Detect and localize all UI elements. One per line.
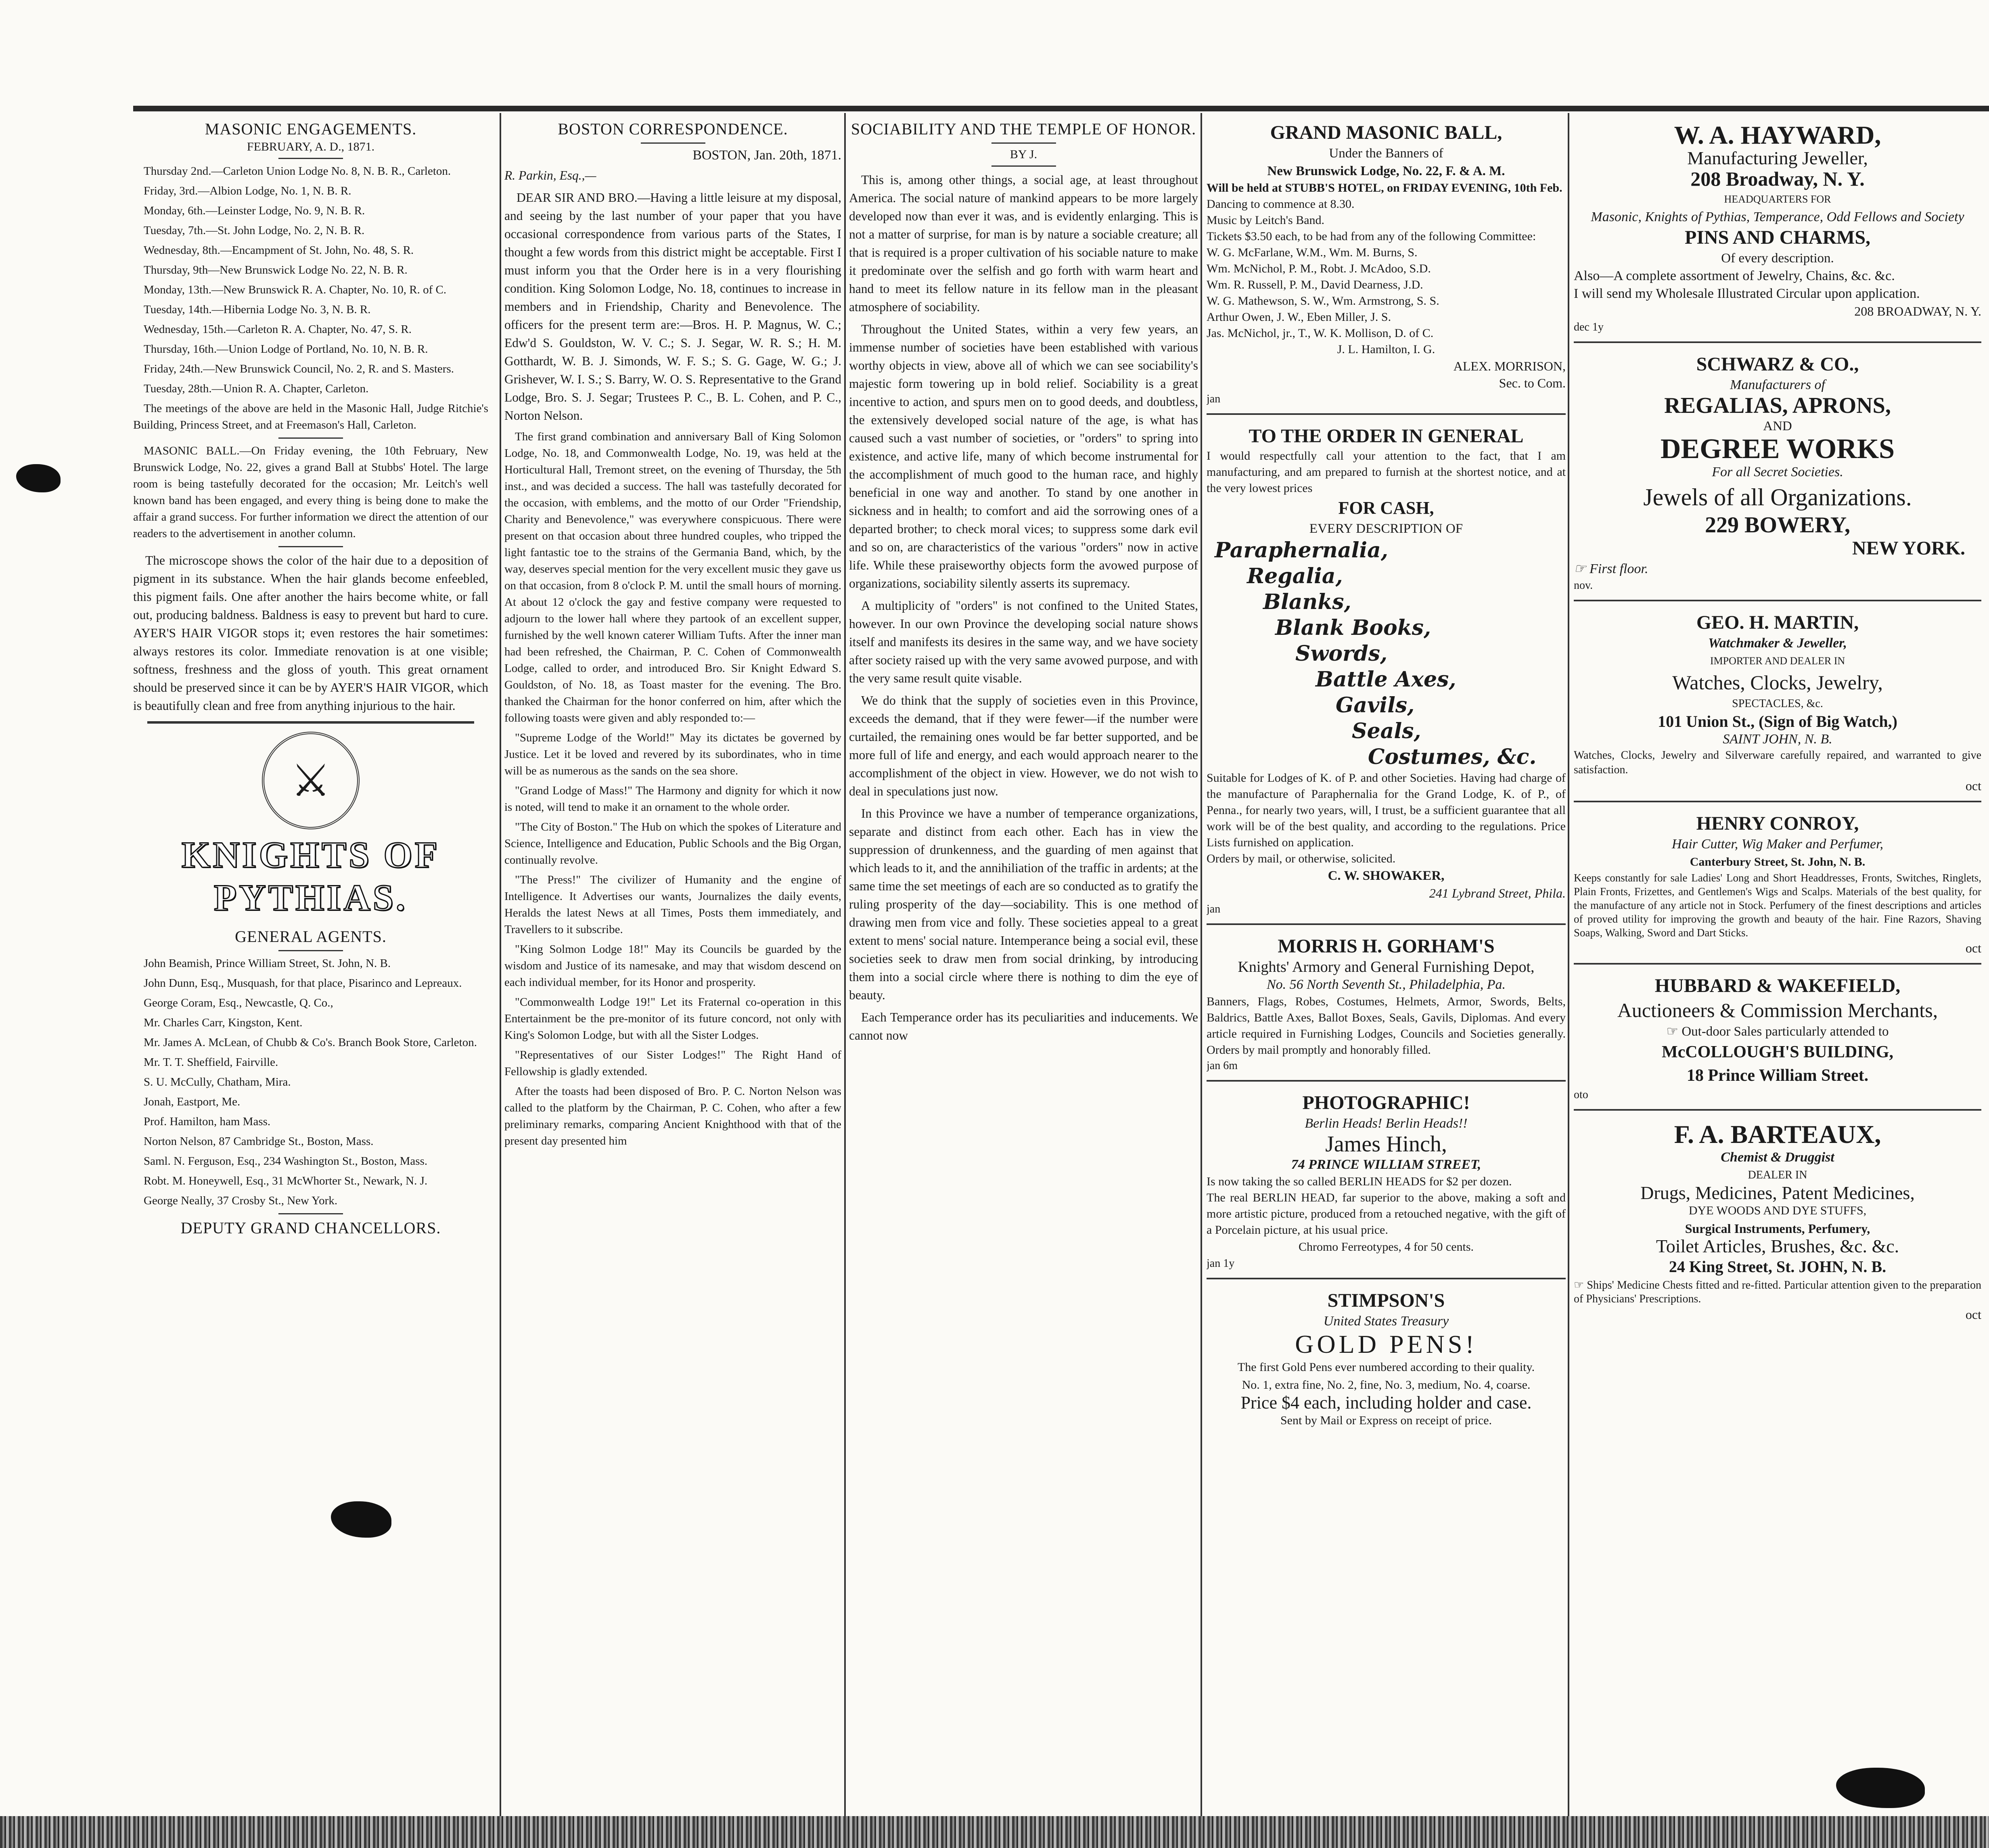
ad-schwarz xyxy=(1574,349,1981,601)
order-item: Gavils, xyxy=(1336,693,1415,718)
ad-code: oct xyxy=(1965,941,1981,955)
schwarz-name: SCHWARZ & CO., xyxy=(1696,354,1859,375)
ad-grand-masonic-ball xyxy=(1207,117,1566,415)
column-sociability xyxy=(849,117,1198,1812)
ad-code: jan 6m xyxy=(1207,1059,1238,1072)
ad-hayward xyxy=(1574,117,1981,343)
meetings-note: The meetings of the above are held in the Masonic Hall, Judge Ritchie's Building, Princess Street, and at Freemason's Hall, Carleton. xyxy=(133,402,488,431)
engagement-item: Friday, 3rd.—Albion Lodge, No. 1, N. B. R. xyxy=(144,184,351,197)
masonic-ball-notice: MASONIC BALL.—On Friday evening, the 10th February, New Brunswick Lodge, No. 22, gives a grand Ball at Stubbs' Hotel. The large room is being tastefully decorated for the occasion; Mr. Leitch's well known band has been engaged, and every thing is being done to make the affair a grand success. For further information we direct the attention of our readers to the advertisement in another column. xyxy=(133,444,488,540)
agent-item: Mr. James A. McLean, of Chubb & Co's. Branch Book Store, Carleton. xyxy=(144,1036,477,1049)
separator xyxy=(641,142,705,144)
barteaux-trade: Chemist & Druggist xyxy=(1721,1150,1834,1165)
schwarz-sub: Manufacturers of xyxy=(1730,377,1825,392)
sociability-paragraph: Throughout the United States, within a very few years, an immense number of societies have been established with various worthy objects in view, above all of which we can see sociability's majestic form towering up in bold relief. Sociability is a great incentive to action, and spurs men on to good deeds, and doubtless, the extensively developed social nature of the age, is what has caused such a vast number of societies, or "orders" to spring into existence, and active life, many of which become instrumental for the accomplishment of much good to the human race, and highly beneficial in one way and another. To stand by one another in sickness and in health; to comfort and aid the sorrowing ones of a departed brother; to check moral vices; to suppress some dark evil and so on, are characteristics of the various "orders" now in active life. While these praiseworthy objects form the avowed purpose of organizations, sociability silently asserts its supremacy. xyxy=(849,322,1198,590)
martin-name: GEO. H. MARTIN, xyxy=(1696,612,1859,633)
boston-paragraph: "The City of Boston." The Hub on which the spokes of Literature and Science, Intelligence and Education, Public Schools and the Big Organ, continually revolve. xyxy=(504,820,841,866)
conroy-name: HENRY CONROY, xyxy=(1696,813,1859,834)
column-rule xyxy=(1201,113,1202,1816)
separator xyxy=(278,546,343,547)
boston-paragraph: "The Press!" The civilizer of Humanity and the engine of Intelligence. It Advertises our wants, Journalizes the daily events, Heralds the latest News at all Times, Posts them immediately, and Travellers to it subscribe. xyxy=(504,873,841,936)
ad-conroy xyxy=(1574,808,1981,965)
martin-city: SAINT JOHN, N. B. xyxy=(1723,732,1832,747)
hayward-desc: Of every description. xyxy=(1721,251,1834,266)
schwarz-jewels: Jewels of all Organizations. xyxy=(1643,484,1912,511)
boston-salutation: R. Parkin, Esq.,— xyxy=(504,168,596,182)
order-item: Swords, xyxy=(1295,641,1388,666)
committee-member: W. G. McFarlane, W.M., Wm. M. Burns, S. xyxy=(1207,246,1418,259)
ball-line: Will be held at STUBB'S HOTEL, on FRIDAY EVENING, 10th Feb. xyxy=(1207,181,1562,195)
agent-item: Jonah, Eastport, Me. xyxy=(144,1095,241,1108)
order-orders: Orders by mail, or otherwise, solicited. xyxy=(1207,852,1396,865)
order-items xyxy=(1207,538,1566,770)
knights-of-pythias-title: KNIGHTS OF PYTHIAS. xyxy=(181,834,440,918)
schwarz-and: AND xyxy=(1763,419,1792,433)
order-name: C. W. SHOWAKER, xyxy=(1328,869,1445,883)
hayward-address: 208 Broadway, N. Y. xyxy=(1690,167,1865,190)
photo-address: 74 PRINCE WILLIAM STREET, xyxy=(1291,1157,1481,1172)
ad-code: oct xyxy=(1965,1307,1981,1322)
schwarz-city: NEW YORK. xyxy=(1852,538,1965,559)
pens-big: GOLD PENS! xyxy=(1295,1330,1477,1358)
general-agents-title: GENERAL AGENTS. xyxy=(235,927,387,946)
martin-trade: Watchmaker & Jeweller, xyxy=(1708,636,1847,651)
martin-importer: IMPORTER AND DEALER IN xyxy=(1710,655,1845,667)
order-body: Suitable for Lodges of K. of P. and other Societies. Having had charge of the manufacture of Paraphernalia for the Grand Lodge, K. of P., of Penna., for nearly two years, will, I trust, be a sufficient guarantee that all work will be of the best quality, and according to the regulations. Price Lists furnished on application. xyxy=(1207,771,1566,849)
separator xyxy=(278,1213,343,1214)
engagement-item: Monday, 13th.—New Brunswick R. A. Chapter, No. 10, R. of C. xyxy=(144,283,447,296)
hayward-send: I will send my Wholesale Illustrated Circular upon application. xyxy=(1574,286,1920,301)
hubbard-out: ☞ Out-door Sales particularly attended to xyxy=(1666,1024,1889,1039)
order-item: Costumes, &c. xyxy=(1368,745,1537,769)
martin-goods: Watches, Clocks, Jewelry, xyxy=(1672,671,1883,694)
hubbard-address: 18 Prince William Street. xyxy=(1686,1066,1869,1085)
engagement-item: Tuesday, 7th.—St. John Lodge, No. 2, N. B. R. xyxy=(144,224,365,237)
agent-item: S. U. McCully, Chatham, Mira. xyxy=(144,1076,291,1088)
boston-paragraph: DEAR SIR AND BRO.—Having a little leisure at my disposal, and seeing by the last number of your paper that you have occasional correspondence from various parts of the States, I thought a few words from this district might be acceptable. First I must inform you that the Order here is in a very flourishing condition. King Solomon Lodge, No. 18, continues to increase in members and in Friendship, Charity and Benevolence. The officers for the present term are:—Bros. H. P. Magnus, W. C.; Edw'd S. Gouldston, W. V. C.; S. J. Segar, W. R. S.; H. M. Gotthardt, W. B. J. Simonds, W. F. S.; S. G. Gage, W. G.; J. Grishever, W. I. S.; S. Barry, W. O. S. Representative to the Grand Lodge, Bro. S. J. Segar; Trustees P. C., B. L. Cohen, and P. C., Norton Nelson. xyxy=(504,190,841,423)
column-masonic xyxy=(133,117,488,1812)
engagement-item: Thursday, 9th—New Brunswick Lodge No. 22, N. B. R. xyxy=(144,264,408,276)
boston-correspondence-title: BOSTON CORRESPONDENCE. xyxy=(558,120,788,138)
hayward-address2: 208 BROADWAY, N. Y. xyxy=(1854,304,1981,318)
agent-item: Mr. Charles Carr, Kingston, Kent. xyxy=(144,1016,303,1029)
ad-code: nov. xyxy=(1574,579,1593,592)
agents-list xyxy=(133,955,488,1209)
hubbard-trade: Auctioneers & Commission Merchants, xyxy=(1617,999,1938,1021)
conroy-body: Keeps constantly for sale Ladies' Long and Short Headdresses, Fronts, Switches, Ringlets, Plain Fronts, Frizettes, and Gentlemen's Wigs and Scalps. Materials of the best quality, for the manufacture of any article not in Stock. Perfumery of the finest descriptions and articles of proved utility for improving the growth and beauty of the hair. Fine Razors, Shaving Soaps, Walking, Sword and Dart Sticks. xyxy=(1574,872,1981,939)
sociability-paragraph: A multiplicity of "orders" is not confined to the United States, however. In our own Province the developing social nature shows itself and manifests its desires in the same way, and we have society after society raised up with the very same avowed purpose, and with the very same result quite visable. xyxy=(849,599,1198,685)
barteaux-line: Drugs, Medicines, Patent Medicines, xyxy=(1640,1182,1915,1203)
committee-member: Arthur Owen, J. W., Eben Miller, J. S. xyxy=(1207,310,1391,324)
engagements-date: FEBRUARY, A. D., 1871. xyxy=(247,140,375,153)
pens-sent: Sent by Mail or Express on receipt of price. xyxy=(1280,1414,1492,1427)
ad-photographic xyxy=(1207,1087,1566,1279)
committee-member: W. G. Mathewson, S. W., Wm. Armstrong, S. S. xyxy=(1207,294,1439,308)
separator xyxy=(991,165,1056,167)
hayward-hq: HEADQUARTERS FOR xyxy=(1724,193,1831,205)
barteaux-dealer: DEALER IN xyxy=(1748,1169,1807,1181)
martin-body: Watches, Clocks, Jewelry and Silverware carefully repaired, and warranted to give satisfaction. xyxy=(1574,749,1981,776)
agent-item: George Neally, 37 Crosby St., New York. xyxy=(144,1194,338,1207)
ad-gold-pens xyxy=(1207,1285,1566,1436)
photo-name: James Hinch, xyxy=(1325,1132,1447,1157)
ball-line: New Brunswick Lodge, No. 22, F. & A. M. xyxy=(1267,164,1505,178)
knights-emblem-icon: ⚔ xyxy=(262,732,360,829)
gorham-title: MORRIS H. GORHAM'S xyxy=(1278,936,1495,957)
column-rule xyxy=(844,113,846,1816)
hayward-name: W. A. HAYWARD, xyxy=(1674,121,1881,149)
engagement-item: Tuesday, 14th.—Hibernia Lodge No. 3, N. B. R. xyxy=(144,303,371,316)
order-item: Regalia, xyxy=(1247,564,1343,588)
boston-paragraph: "Commonwealth Lodge 19!" Let its Fraternal co-operation in this Entertainment be the pre-monitor of its future concord, not only with King's Solomon Lodge, but with all the Sister Lodges. xyxy=(504,996,841,1042)
engagement-item: Thursday, 16th.—Union Lodge of Portland, No. 10, N. B. R. xyxy=(144,343,428,356)
ball-signature: ALEX. MORRISON, xyxy=(1453,359,1566,373)
agent-item: Saml. N. Ferguson, Esq., 234 Washington St., Boston, Mass. xyxy=(144,1155,428,1168)
ad-code: oto xyxy=(1574,1088,1588,1101)
engagement-item: Thursday 2nd.—Carleton Union Lodge No. 8, N. B. R., Carleton. xyxy=(144,165,451,178)
conroy-trade: Hair Cutter, Wig Maker and Perfumer, xyxy=(1671,837,1884,852)
order-intro: I would respectfully call your attention to the fact, that I am manufacturing, and am prepared to furnish at the shortest notice, and at the very lowest prices xyxy=(1207,449,1566,495)
committee-member: J. L. Hamilton, I. G. xyxy=(1337,343,1435,356)
separator xyxy=(147,721,474,724)
ball-line: Tickets $3.50 each, to be had from any of the following Committee: xyxy=(1207,230,1536,243)
committee-member: Jas. McNichol, jr., T., W. K. Mollison, D. of C. xyxy=(1207,326,1434,340)
ad-code: oct xyxy=(1965,779,1981,793)
pens-line: No. 1, extra fine, No. 2, fine, No. 3, medium, No. 4, coarse. xyxy=(1242,1378,1531,1392)
ball-line: Dancing to commence at 8.30. xyxy=(1207,197,1355,211)
column-rule xyxy=(1568,113,1569,1816)
pens-line: The first Gold Pens ever numbered according to their quality. xyxy=(1237,1360,1535,1374)
ball-line: Under the Banners of xyxy=(1329,146,1443,161)
boston-paragraph: After the toasts had been disposed of Bro. P. C. Norton Nelson was called to the platform by the Chairman, P. C. Cohen, who after a few preliminary remarks, comparing Ancient Knighthood with that of the present day presented him xyxy=(504,1085,841,1147)
masonic-engagements-title: MASONIC ENGAGEMENTS. xyxy=(205,120,417,138)
photo-sub: Berlin Heads! Berlin Heads!! xyxy=(1305,1116,1468,1131)
agent-item: Mr. T. T. Sheffield, Fairville. xyxy=(144,1056,278,1069)
ad-code: jan xyxy=(1207,393,1221,405)
ad-order-in-general xyxy=(1207,421,1566,925)
boston-paragraph: The first grand combination and anniversary Ball of King Solomon Lodge, No. 18, and Commonwealth Lodge, No. 19, was held at the Horticultural Hall, Tremont street, on the evening of Thursday, the 5th inst., and was decided a success. The hall was tastefully decorated for the occasion, with emblems, and the motto of our Order "Friendship, Charity and Benevolence," was everywhere conspicuous. There were present on that occasion about three hundred couples, who tripped the light fantastic toe to the strains of the Germania Band, which, by the way, deserves special mention for the very excellent music they gave us on that occasion, from 8 o'clock P. M. until the small hours of morning. At about 12 o'clock the gay and festive company were requested to adjourn to the lower hall where they partook of an excellent supper, furnished by the well known caterer William Tufts. After the inner man had been refreshed, the Chairman, P. C. Cohen of Commonwealth Lodge, called to order, and introduced Bro. Sir Knight Edward S. Gouldston, of No. 18, as Toast master for the evening. The Bro. thanked the Chairman for the honor conferred on him, after which the following toasts were given and ably responded to:— xyxy=(504,430,841,724)
deputy-grand-chancellors-title: DEPUTY GRAND CHANCELLORS. xyxy=(180,1219,441,1237)
sociability-paragraph: We do think that the supply of societies even in this Province, exceeds the demand, that if they were fewer—if the number were curtailed, the remaining ones would be far better supported, and be more full of life and energy, and each would approach nearer to the accomplishment of the object in view. However, we do not wish to deal in speculations just now. xyxy=(849,693,1198,798)
order-item: Battle Axes, xyxy=(1316,667,1456,692)
agent-item: George Coram, Esq., Newcastle, Q. Co., xyxy=(144,996,333,1009)
sociability-title: SOCIABILITY AND THE TEMPLE OF HONOR. xyxy=(851,120,1196,138)
pens-title: STIMPSON'S xyxy=(1327,1290,1445,1311)
ad-code: jan xyxy=(1207,903,1221,915)
schwarz-floor: ☞ First floor. xyxy=(1574,561,1648,576)
sociability-paragraph: Each Temperance order has its peculiarities and inducements. We cannot now xyxy=(849,1010,1198,1042)
martin-address: 101 Union St., (Sign of Big Watch,) xyxy=(1658,712,1897,730)
photo-line: Is now taking the so called BERLIN HEADS for $2 per dozen. xyxy=(1207,1175,1512,1188)
hayward-trade: Manufacturing Jeweller, xyxy=(1687,148,1868,168)
engagement-item: Wednesday, 8th.—Encampment of St. John, No. 48, S. R. xyxy=(144,244,414,257)
top-rule xyxy=(133,106,1989,111)
separator xyxy=(278,437,343,439)
sociability-byline: BY J. xyxy=(1010,148,1037,161)
order-title: TO THE ORDER IN GENERAL xyxy=(1249,425,1524,447)
order-every: EVERY DESCRIPTION OF xyxy=(1309,521,1463,536)
column-ads-left xyxy=(1207,117,1566,1812)
order-item: Paraphernalia, xyxy=(1215,538,1388,563)
committee-member: Wm. McNichol, P. M., Robt. J. McAdoo, S.D. xyxy=(1207,262,1431,275)
schwarz-line: REGALIAS, APRONS, xyxy=(1664,393,1891,418)
ad-hubbard xyxy=(1574,970,1981,1111)
engagements-list xyxy=(133,163,488,397)
engagement-item: Monday, 6th.—Leinster Lodge, No. 9, N. B. R. xyxy=(144,204,365,217)
sociability-paragraph: This is, among other things, a social age, at least throughout America. The social nature of mankind appears to be more largely developed now than ever it was, and is evidently enlarging. This is not a matter of surprise, for man is by nature a sociable creature; all that is required is a proper cultivation of his sociable nature to make it predominate over the selfish and go forth with warm heart and hand to meet its fellow nature in its fellow man in the pleasant atmosphere of sociability. xyxy=(849,173,1198,314)
agent-item: John Beamish, Prince William Street, St. John, N. B. xyxy=(144,957,391,970)
conroy-address: Canterbury Street, St. John, N. B. xyxy=(1690,855,1866,869)
ad-code: dec 1y xyxy=(1574,321,1604,333)
boston-paragraph: "King Solmon Lodge 18!" May its Councils be guarded by the wisdom and Justice of its namesake, and may that wisdom descend on each individual member, for its Honor and prosperity. xyxy=(504,943,841,989)
barteaux-address: 24 King Street, St. JOHN, N. B. xyxy=(1669,1258,1887,1276)
ad-barteaux xyxy=(1574,1116,1981,1329)
ball-line: Music by Leitch's Band. xyxy=(1207,213,1325,227)
barteaux-line: Toilet Articles, Brushes, &c. &c. xyxy=(1656,1236,1899,1256)
barteaux-name: F. A. BARTEAUX, xyxy=(1674,1120,1881,1149)
schwarz-address: 229 BOWERY, xyxy=(1705,513,1851,538)
barteaux-line: Surgical Instruments, Perfumery, xyxy=(1685,1221,1870,1236)
schwarz-line: DEGREE WORKS xyxy=(1660,433,1895,465)
order-item: Blank Books, xyxy=(1275,615,1431,640)
martin-spectacles: SPECTACLES, &c. xyxy=(1732,697,1823,710)
photo-body: The real BERLIN HEAD, far superior to the above, making a soft and more artistic picture, produced from a retouched negative, with the gift of a Porcelain picture, at his usual price. xyxy=(1207,1191,1566,1237)
barteaux-line: DYE WOODS AND DYE STUFFS, xyxy=(1688,1204,1867,1217)
gorham-address: No. 56 North Seventh St., Philadelphia, Pa. xyxy=(1266,977,1506,992)
separator xyxy=(991,142,1056,144)
column-ads-right xyxy=(1574,117,1981,1812)
order-cash: FOR CASH, xyxy=(1338,498,1434,518)
column-boston xyxy=(504,117,841,1812)
ad-gorham xyxy=(1207,931,1566,1082)
bottom-edge xyxy=(0,1816,1989,1848)
boston-paragraph: "Supreme Lodge of the World!" May its dictates be governed by Justice. Let it be loved and revered by its subordinates, who in time will be as numerous as the sands on the sea shore. xyxy=(504,731,841,777)
engagement-item: Wednesday, 15th.—Carleton R. A. Chapter, No. 47, S. R. xyxy=(144,323,412,336)
hair-vigor-notice: The microscope shows the color of the hair due to a deposition of pigment in its substance. When the hair glands become enfeebled, this pigment fails. One after another the hairs become white, or fall out, producing baldness. Baldness is easy to prevent but hard to cure. AYER'S HAIR VIGOR stops it; even restores the hair sometimes: always restores its color. Immediate renovation is at one visible; softness, freshness and the gloss of youth. This great ornament should be preserved since it can be by AYER'S HAIR VIGOR, which is beautifully clean and free from anything injurious to the hair. xyxy=(133,553,488,713)
barteaux-ships: ☞ Ships' Medicine Chests fitted and re-fitted. Particular attention given to the preparation of Physicians' Prescriptions. xyxy=(1574,1279,1981,1305)
order-address: 241 Lybrand Street, Phila. xyxy=(1429,886,1566,900)
hubbard-building: McCOLLOUGH'S BUILDING, xyxy=(1661,1043,1894,1061)
pens-sub: United States Treasury xyxy=(1323,1314,1449,1329)
agent-item: Norton Nelson, 87 Cambridge St., Boston, Mass. xyxy=(144,1135,374,1148)
hayward-pins: PINS AND CHARMS, xyxy=(1684,227,1871,248)
ad-martin xyxy=(1574,607,1981,802)
gorham-body: Banners, Flags, Robes, Costumes, Helmets, Armor, Swords, Belts, Baldrics, Battle Axes, Ballot Boxes, Seals, Gavils, Diplomas. And every article required in Furnishing Lodges, Councils and Societies generally. Orders by mail promptly and honorably filled. xyxy=(1207,995,1566,1057)
separator xyxy=(278,950,343,951)
hayward-orders: Masonic, Knights of Pythias, Temperance, Odd Fellows and Society xyxy=(1591,209,1964,224)
pens-price: Price $4 each, including holder and case. xyxy=(1240,1393,1532,1413)
agent-item: Robt. M. Honeywell, Esq., 31 McWhorter St., Newark, N. J. xyxy=(144,1174,428,1187)
gorham-sub: Knights' Armory and General Furnishing Depot, xyxy=(1238,959,1535,975)
boston-paragraph: "Representatives of our Sister Lodges!" The Right Hand of Fellowship is gladly extended. xyxy=(504,1049,841,1078)
photo-title: PHOTOGRAPHIC! xyxy=(1302,1092,1470,1113)
schwarz-for: For all Secret Societies. xyxy=(1712,465,1843,479)
hayward-also: Also—A complete assortment of Jewelry, Chains, &c. &c. xyxy=(1574,268,1895,283)
order-item: Blanks, xyxy=(1263,590,1351,614)
boston-paragraph: "Grand Lodge of Mass!" The Harmony and dignity for which it now is noted, will tend to make it an ornament to the whole order. xyxy=(504,784,841,814)
boston-dateline: BOSTON, Jan. 20th, 1871. xyxy=(692,148,841,163)
photo-chromo: Chromo Ferreotypes, 4 for 50 cents. xyxy=(1298,1240,1474,1254)
ball-signature-title: Sec. to Com. xyxy=(1499,376,1566,390)
agent-item: Prof. Hamilton, ham Mass. xyxy=(144,1115,271,1128)
engagement-item: Friday, 24th.—New Brunswick Council, No. 2, R. and S. Masters. xyxy=(144,362,454,375)
separator xyxy=(278,158,343,159)
ball-title: GRAND MASONIC BALL, xyxy=(1270,122,1502,143)
column-rule xyxy=(500,113,501,1816)
committee-member: Wm. R. Russell, P. M., David Dearness, J.D. xyxy=(1207,278,1423,291)
agent-item: John Dunn, Esq., Musquash, for that place, Pisarinco and Lepreaux. xyxy=(144,977,462,990)
ad-code: jan 1y xyxy=(1207,1257,1235,1270)
sociability-paragraph: In this Province we have a number of temperance organizations, separate and distinct from each other. Each has in view the suppression of drunkenness, and the guarding of men against that which leads to it, and the annihiliation of the traffic in ardents; at the same time the set meetings of each are so conducted as to gratify the ruling prosperity of the day—sociability. This is one method of drawing men from vice and folly. These societies appeal to a great extent to mens' social nature. Intemperance being a social evil, these societies seek to draw men from social drinking, by introducing them into a social circle where there is nothing to dim the eye of beauty. xyxy=(849,806,1198,1002)
order-item: Seals, xyxy=(1352,719,1421,743)
hubbard-name: HUBBARD & WAKEFIELD, xyxy=(1654,975,1901,996)
engagement-item: Tuesday, 28th.—Union R. A. Chapter, Carleton. xyxy=(144,382,369,395)
ink-blot xyxy=(16,464,61,492)
